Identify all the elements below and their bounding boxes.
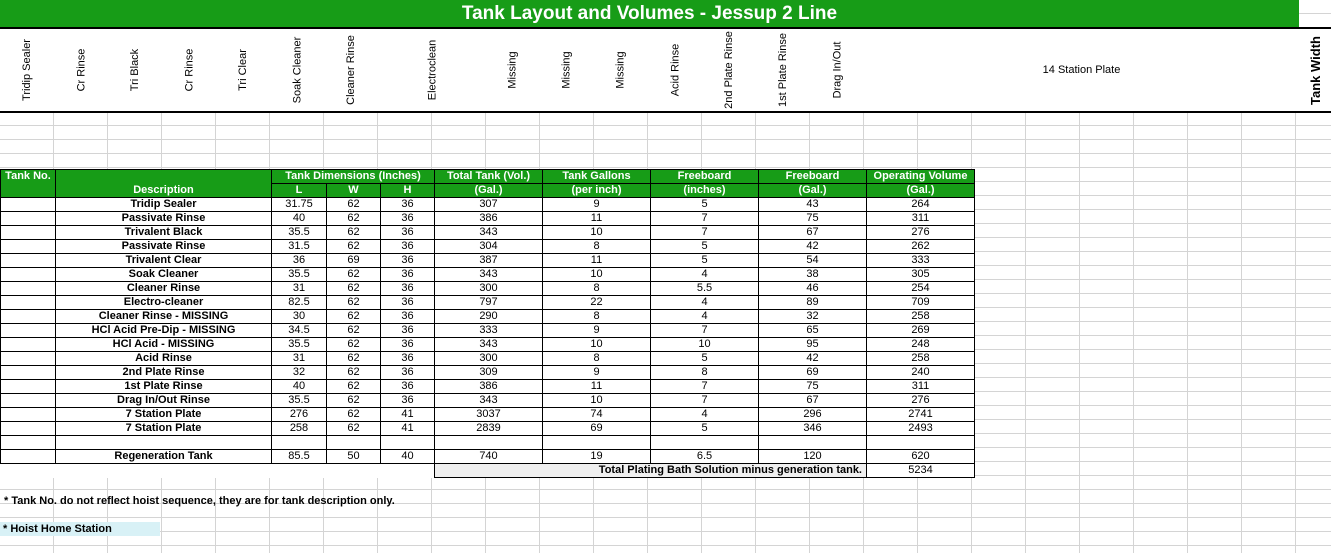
fb_gal-cell[interactable]: 120 (759, 450, 867, 464)
description-cell[interactable]: 7 Station Plate (56, 408, 272, 422)
per_inch-cell[interactable]: 11 (543, 380, 651, 394)
fb_in-cell[interactable]: 7 (651, 226, 759, 240)
tank-no-cell[interactable] (1, 296, 56, 310)
l-cell[interactable]: 31.5 (272, 240, 327, 254)
h-cell[interactable]: 36 (381, 310, 435, 324)
fb_in-cell[interactable]: 7 (651, 324, 759, 338)
w-cell[interactable] (327, 436, 381, 450)
l-cell[interactable] (272, 436, 327, 450)
l-cell[interactable]: 34.5 (272, 324, 327, 338)
station-label: Cleaner Rinse (345, 35, 358, 105)
h-cell[interactable]: 41 (381, 422, 435, 436)
tank-width-label: Tank Width (1307, 35, 1323, 105)
fb_gal-cell[interactable] (759, 436, 867, 450)
fb_gal-cell[interactable]: 95 (759, 338, 867, 352)
header-freeboard-inches[interactable]: Freeboard (651, 170, 759, 184)
w-cell[interactable]: 62 (327, 198, 381, 212)
op-cell[interactable]: 254 (867, 282, 975, 296)
op-cell[interactable]: 264 (867, 198, 975, 212)
tank-no-cell[interactable] (1, 282, 56, 296)
fb_gal-cell[interactable]: 42 (759, 240, 867, 254)
per_inch-cell[interactable]: 74 (543, 408, 651, 422)
fb_in-cell[interactable]: 7 (651, 212, 759, 226)
header-dimensions[interactable]: Tank Dimensions (Inches) (272, 170, 435, 184)
tank-no-cell[interactable] (1, 366, 56, 380)
w-cell[interactable]: 62 (327, 282, 381, 296)
op-cell[interactable]: 2493 (867, 422, 975, 436)
fb_gal-cell[interactable]: 75 (759, 380, 867, 394)
total-label-cell[interactable]: Total Plating Bath Solution minus generation tank. (435, 464, 867, 478)
tank-no-cell[interactable] (1, 324, 56, 338)
w-cell[interactable]: 62 (327, 366, 381, 380)
per_inch-cell[interactable] (543, 436, 651, 450)
tank-no-cell[interactable] (1, 226, 56, 240)
header-width[interactable]: W (327, 184, 381, 198)
description-cell[interactable]: 2nd Plate Rinse (56, 366, 272, 380)
total-cell[interactable]: 386 (435, 380, 543, 394)
w-cell[interactable]: 62 (327, 268, 381, 282)
station-cell[interactable] (540, 29, 595, 111)
fb_gal-cell[interactable]: 38 (759, 268, 867, 282)
table-row (1, 198, 975, 212)
header-height[interactable]: H (381, 184, 435, 198)
station-label: Tri Clear (236, 49, 249, 91)
per_inch-cell[interactable]: 9 (543, 198, 651, 212)
station-label: 2nd Plate Rinse (723, 31, 736, 109)
fb_gal-cell[interactable]: 42 (759, 352, 867, 366)
description-cell[interactable]: HCl Acid Pre-Dip - MISSING (56, 324, 272, 338)
header-freeboard-gallons[interactable]: Freeboard (759, 170, 867, 184)
per_inch-cell[interactable]: 10 (543, 226, 651, 240)
fb_in-cell[interactable]: 5 (651, 254, 759, 268)
total-cell[interactable]: 3037 (435, 408, 543, 422)
header-tank-gallons[interactable]: Tank Gallons (543, 170, 651, 184)
header-freeboard-inches-unit[interactable]: (inches) (651, 184, 759, 198)
empty-cell[interactable] (381, 464, 435, 478)
tank-no-cell[interactable] (1, 436, 56, 450)
empty-cell[interactable] (56, 464, 272, 478)
description-cell[interactable]: Cleaner Rinse (56, 282, 272, 296)
per_inch-cell[interactable]: 8 (543, 310, 651, 324)
footnote-hoist-sequence[interactable]: * Tank No. do not reflect hoist sequence, they are for tank description only. (4, 495, 395, 507)
l-cell[interactable]: 40 (272, 212, 327, 226)
per_inch-cell[interactable]: 10 (543, 268, 651, 282)
per_inch-cell[interactable]: 10 (543, 394, 651, 408)
fb_in-cell[interactable]: 5 (651, 352, 759, 366)
description-cell[interactable]: Drag In/Out Rinse (56, 394, 272, 408)
l-cell[interactable]: 31 (272, 282, 327, 296)
station-cell[interactable] (702, 29, 757, 111)
total-value-cell[interactable]: 5234 (867, 464, 975, 478)
description-cell[interactable]: Tridip Sealer (56, 198, 272, 212)
description-cell[interactable]: 7 Station Plate (56, 422, 272, 436)
fb_gal-cell[interactable]: 346 (759, 422, 867, 436)
op-cell[interactable]: 248 (867, 338, 975, 352)
header-description[interactable]: Description (56, 170, 272, 198)
per_inch-cell[interactable]: 22 (543, 296, 651, 310)
station-label: Cr Rinse (182, 48, 195, 92)
total-cell[interactable]: 343 (435, 268, 543, 282)
l-cell[interactable]: 276 (272, 408, 327, 422)
w-cell[interactable]: 62 (327, 240, 381, 254)
tank-no-cell[interactable] (1, 254, 56, 268)
op-cell[interactable]: 709 (867, 296, 975, 310)
tank-width-cell[interactable] (1299, 29, 1331, 111)
op-cell[interactable]: 311 (867, 380, 975, 394)
fb_in-cell[interactable]: 4 (651, 296, 759, 310)
table-row (1, 310, 975, 324)
h-cell[interactable]: 36 (381, 296, 435, 310)
h-cell[interactable]: 36 (381, 282, 435, 296)
fb_gal-cell[interactable]: 75 (759, 212, 867, 226)
station-cell[interactable] (648, 29, 703, 111)
fb_in-cell[interactable]: 5 (651, 240, 759, 254)
op-cell[interactable]: 305 (867, 268, 975, 282)
table-row (1, 394, 975, 408)
tank-no-cell[interactable] (1, 352, 56, 366)
empty-cell[interactable] (327, 464, 381, 478)
op-cell[interactable]: 240 (867, 366, 975, 380)
fb_gal-cell[interactable]: 67 (759, 394, 867, 408)
empty-cell[interactable] (272, 464, 327, 478)
per_inch-cell[interactable]: 9 (543, 366, 651, 380)
fb_in-cell[interactable]: 5.5 (651, 282, 759, 296)
w-cell[interactable]: 62 (327, 352, 381, 366)
l-cell[interactable]: 35.5 (272, 226, 327, 240)
h-cell[interactable]: 36 (381, 226, 435, 240)
station-cell[interactable] (216, 29, 271, 111)
table-row (1, 296, 975, 310)
fb_gal-cell[interactable]: 65 (759, 324, 867, 338)
station-label: Tridip Sealer (21, 39, 34, 101)
w-cell[interactable]: 62 (327, 296, 381, 310)
footnote-hoist-home-station[interactable]: * Hoist Home Station (0, 522, 160, 536)
station-wide-cell[interactable]: 14 Station Plate (864, 29, 1300, 111)
station-label: Tri Black (129, 48, 141, 92)
station-cell[interactable] (810, 29, 865, 111)
l-cell[interactable]: 82.5 (272, 296, 327, 310)
station-label: Drag In/Out (831, 41, 844, 99)
table-row (1, 282, 975, 296)
total-cell[interactable]: 343 (435, 338, 543, 352)
per_inch-cell[interactable]: 11 (543, 212, 651, 226)
l-cell[interactable]: 35.5 (272, 268, 327, 282)
station-cell[interactable] (54, 29, 109, 111)
station-cell[interactable] (756, 29, 811, 111)
station-label: Missing (506, 51, 519, 89)
h-cell[interactable]: 36 (381, 352, 435, 366)
header-operating-volume[interactable]: Operating Volume (867, 170, 975, 184)
table-row (1, 422, 975, 436)
empty-cell[interactable] (1, 464, 56, 478)
h-cell[interactable]: 36 (381, 324, 435, 338)
w-cell[interactable]: 50 (327, 450, 381, 464)
table-row (1, 268, 975, 282)
total-cell[interactable]: 307 (435, 198, 543, 212)
table-row (1, 226, 975, 240)
l-cell[interactable]: 36 (272, 254, 327, 268)
tank-no-cell[interactable] (1, 212, 56, 226)
description-cell[interactable]: 1st Plate Rinse (56, 380, 272, 394)
fb_in-cell[interactable] (651, 436, 759, 450)
fb_gal-cell[interactable]: 67 (759, 226, 867, 240)
w-cell[interactable]: 62 (327, 408, 381, 422)
description-cell[interactable]: Soak Cleaner (56, 268, 272, 282)
description-cell[interactable]: Passivate Rinse (56, 212, 272, 226)
fb_in-cell[interactable]: 5 (651, 422, 759, 436)
station-label: Cr Rinse (74, 48, 87, 92)
header-total-tank-unit[interactable]: (Gal.) (435, 184, 543, 198)
tank-no-cell[interactable] (1, 338, 56, 352)
w-cell[interactable]: 62 (327, 422, 381, 436)
fb_in-cell[interactable]: 5 (651, 198, 759, 212)
station-header-strip (0, 27, 1331, 113)
per_inch-cell[interactable]: 69 (543, 422, 651, 436)
total-cell[interactable]: 2839 (435, 422, 543, 436)
station-label: Missing (560, 51, 573, 89)
op-cell[interactable]: 276 (867, 394, 975, 408)
total-cell[interactable]: 797 (435, 296, 543, 310)
l-cell[interactable]: 31.75 (272, 198, 327, 212)
description-cell[interactable]: Regeneration Tank (56, 450, 272, 464)
total-cell[interactable]: 740 (435, 450, 543, 464)
total-cell[interactable]: 386 (435, 212, 543, 226)
h-cell[interactable] (381, 436, 435, 450)
w-cell[interactable]: 62 (327, 338, 381, 352)
op-cell[interactable]: 333 (867, 254, 975, 268)
fb_gal-cell[interactable]: 69 (759, 366, 867, 380)
total-cell[interactable]: 333 (435, 324, 543, 338)
header-freeboard-gallons-unit[interactable]: (Gal.) (759, 184, 867, 198)
table-row (1, 324, 975, 338)
w-cell[interactable]: 62 (327, 324, 381, 338)
table-row (1, 380, 975, 394)
l-cell[interactable]: 30 (272, 310, 327, 324)
tank-no-cell[interactable] (1, 310, 56, 324)
tank-no-cell[interactable] (1, 198, 56, 212)
per_inch-cell[interactable]: 8 (543, 282, 651, 296)
per_inch-cell[interactable]: 11 (543, 254, 651, 268)
fb_gal-cell[interactable]: 46 (759, 282, 867, 296)
station-cell[interactable] (270, 29, 325, 111)
description-cell[interactable]: Trivalent Clear (56, 254, 272, 268)
h-cell[interactable]: 36 (381, 380, 435, 394)
station-cell[interactable] (378, 29, 487, 111)
tank-no-cell[interactable] (1, 408, 56, 422)
fb_in-cell[interactable]: 7 (651, 394, 759, 408)
op-cell[interactable] (867, 436, 975, 450)
fb_in-cell[interactable]: 7 (651, 380, 759, 394)
total-cell[interactable]: 309 (435, 366, 543, 380)
table-row (1, 240, 975, 254)
description-cell[interactable]: Cleaner Rinse - MISSING (56, 310, 272, 324)
fb_gal-cell[interactable]: 89 (759, 296, 867, 310)
table-row (1, 254, 975, 268)
fb_gal-cell[interactable]: 54 (759, 254, 867, 268)
fb_in-cell[interactable]: 4 (651, 310, 759, 324)
per_inch-cell[interactable]: 8 (543, 352, 651, 366)
h-cell[interactable]: 36 (381, 240, 435, 254)
table-row (1, 408, 975, 422)
description-cell[interactable]: Passivate Rinse (56, 240, 272, 254)
table-row (1, 352, 975, 366)
total-row (1, 464, 975, 478)
h-cell[interactable]: 36 (381, 394, 435, 408)
description-cell[interactable] (56, 436, 272, 450)
tank-no-cell[interactable] (1, 268, 56, 282)
fb_in-cell[interactable]: 4 (651, 408, 759, 422)
tank-no-cell[interactable] (1, 394, 56, 408)
total-cell[interactable]: 343 (435, 226, 543, 240)
per_inch-cell[interactable]: 8 (543, 240, 651, 254)
per_inch-cell[interactable]: 19 (543, 450, 651, 464)
fb_in-cell[interactable]: 4 (651, 268, 759, 282)
op-cell[interactable]: 258 (867, 352, 975, 366)
station-cell[interactable] (0, 29, 55, 111)
station-cell[interactable] (594, 29, 649, 111)
total-cell[interactable]: 300 (435, 352, 543, 366)
op-cell[interactable]: 269 (867, 324, 975, 338)
h-cell[interactable]: 36 (381, 268, 435, 282)
l-cell[interactable]: 31 (272, 352, 327, 366)
tank-no-cell[interactable] (1, 380, 56, 394)
total-cell[interactable]: 343 (435, 394, 543, 408)
table-row (1, 338, 975, 352)
w-cell[interactable]: 62 (327, 212, 381, 226)
station-cell[interactable] (162, 29, 217, 111)
header-length[interactable]: L (272, 184, 327, 198)
description-cell[interactable]: HCl Acid - MISSING (56, 338, 272, 352)
station-cell[interactable] (108, 29, 163, 111)
h-cell[interactable]: 36 (381, 366, 435, 380)
total-cell[interactable]: 387 (435, 254, 543, 268)
sheet-title[interactable]: Tank Layout and Volumes - Jessup 2 Line (0, 0, 1299, 28)
tank-no-cell[interactable] (1, 450, 56, 464)
station-label: Soak Cleaner (291, 36, 303, 104)
w-cell[interactable]: 69 (327, 254, 381, 268)
l-cell[interactable]: 85.5 (272, 450, 327, 464)
l-cell[interactable]: 40 (272, 380, 327, 394)
w-cell[interactable]: 62 (327, 394, 381, 408)
h-cell[interactable]: 36 (381, 254, 435, 268)
h-cell[interactable]: 41 (381, 408, 435, 422)
w-cell[interactable]: 62 (327, 226, 381, 240)
table-row (1, 450, 975, 464)
l-cell[interactable]: 35.5 (272, 394, 327, 408)
header-total-tank[interactable]: Total Tank (Vol.) (435, 170, 543, 184)
description-cell[interactable]: Trivalent Black (56, 226, 272, 240)
tank-no-cell[interactable] (1, 240, 56, 254)
total-cell[interactable]: 290 (435, 310, 543, 324)
station-label: 1st Plate Rinse (777, 33, 790, 107)
total-cell[interactable]: 304 (435, 240, 543, 254)
l-cell[interactable]: 32 (272, 366, 327, 380)
table-row (1, 212, 975, 226)
h-cell[interactable]: 40 (381, 450, 435, 464)
table-row (1, 366, 975, 380)
station-cell[interactable] (324, 29, 379, 111)
table-row (1, 436, 975, 450)
station-cell[interactable] (486, 29, 541, 111)
per_inch-cell[interactable]: 10 (543, 338, 651, 352)
header-operating-volume-unit[interactable]: (Gal.) (867, 184, 975, 198)
station-label: Acid Rinse (668, 43, 681, 97)
op-cell[interactable]: 276 (867, 226, 975, 240)
header-tank-no[interactable]: Tank No. (1, 170, 56, 198)
per_inch-cell[interactable]: 9 (543, 324, 651, 338)
op-cell[interactable]: 262 (867, 240, 975, 254)
op-cell[interactable]: 620 (867, 450, 975, 464)
fb_gal-cell[interactable]: 43 (759, 198, 867, 212)
h-cell[interactable]: 36 (381, 198, 435, 212)
l-cell[interactable]: 35.5 (272, 338, 327, 352)
op-cell[interactable]: 2741 (867, 408, 975, 422)
fb_gal-cell[interactable]: 32 (759, 310, 867, 324)
total-cell[interactable]: 300 (435, 282, 543, 296)
header-tank-gallons-unit[interactable]: (per inch) (543, 184, 651, 198)
fb_gal-cell[interactable]: 296 (759, 408, 867, 422)
w-cell[interactable]: 62 (327, 380, 381, 394)
station-label: Electroclean (425, 39, 438, 101)
station-label: Missing (614, 51, 627, 89)
fb_in-cell[interactable]: 6.5 (651, 450, 759, 464)
description-cell[interactable]: Electro-cleaner (56, 296, 272, 310)
description-cell[interactable]: Acid Rinse (56, 352, 272, 366)
h-cell[interactable]: 36 (381, 338, 435, 352)
w-cell[interactable]: 62 (327, 310, 381, 324)
tank-no-cell[interactable] (1, 422, 56, 436)
tank-volume-table (0, 169, 975, 478)
l-cell[interactable]: 258 (272, 422, 327, 436)
fb_in-cell[interactable]: 10 (651, 338, 759, 352)
op-cell[interactable]: 311 (867, 212, 975, 226)
h-cell[interactable]: 36 (381, 212, 435, 226)
total-cell[interactable] (435, 436, 543, 450)
op-cell[interactable]: 258 (867, 310, 975, 324)
fb_in-cell[interactable]: 8 (651, 366, 759, 380)
